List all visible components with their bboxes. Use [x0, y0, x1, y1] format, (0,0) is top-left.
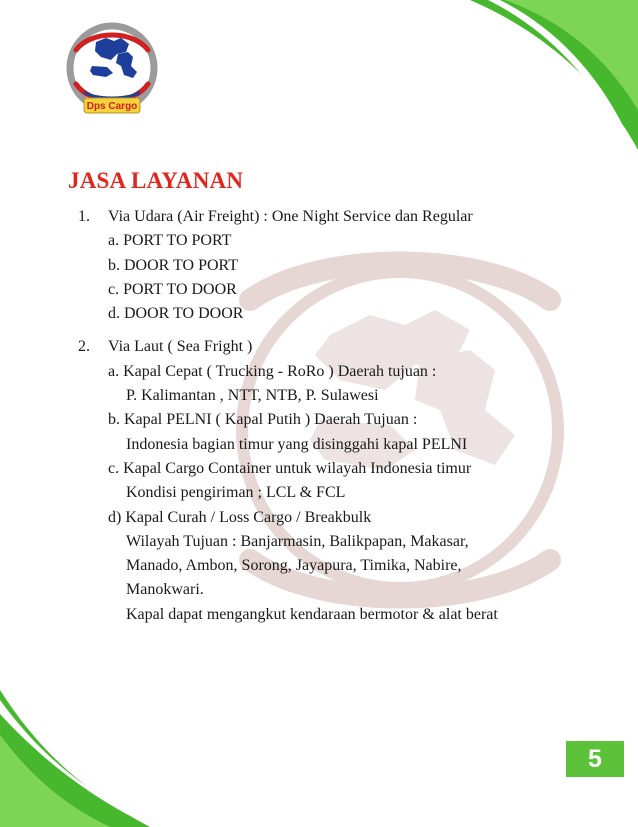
sub-item — [108, 229, 618, 253]
sub-item — [108, 254, 618, 278]
item-number: 1. — [78, 208, 90, 225]
sub-item — [108, 278, 618, 302]
company-logo — [66, 20, 158, 120]
sub-item-label: b. DOOR TO PORT — [108, 256, 239, 274]
sub-item-detail: Wilayah Tujuan : Banjarmasin, Balikpapan, Makasar, — [126, 532, 469, 550]
page-title: JASA LAYANAN — [68, 168, 244, 193]
sub-item-detail: Kapal dapat mengangkut kendaraan bermotor & alat berat — [126, 605, 498, 623]
service-item — [78, 205, 618, 326]
sub-item-label: a. Kapal Cepat ( Trucking - RoRo ) Daerah tujuan : — [108, 362, 437, 380]
service-item — [78, 335, 618, 627]
service-list — [78, 205, 618, 627]
item-title: Via Laut ( Sea Fright ) — [108, 338, 253, 356]
item-number: 2. — [78, 338, 90, 356]
sub-item-detail: P. Kalimantan , NTT, NTB, P. Sulawesi — [126, 387, 379, 405]
sub-item-label: d) Kapal Curah / Loss Cargo / Breakbulk — [108, 508, 372, 526]
sub-item — [108, 408, 618, 457]
sub-item — [108, 457, 618, 506]
sub-item-label: c. PORT TO DOOR — [108, 280, 237, 298]
sub-item-label: c. Kapal Cargo Container untuk wilayah Indonesia timur — [108, 459, 472, 477]
sub-item-detail: Manado, Ambon, Sorong, Jayapura, Timika, Nabire, — [126, 557, 462, 575]
sub-item-detail: Indonesia bagian timur yang disinggahi kapal PELNI — [126, 435, 468, 453]
sub-item — [108, 360, 618, 409]
corner-swoosh-top-right — [470, 0, 638, 172]
sub-item-label: d. DOOR TO DOOR — [108, 305, 244, 323]
item-title: Via Udara (Air Freight) : One Night Service dan Regular — [108, 208, 473, 225]
sub-item-label: b. Kapal PELNI ( Kapal Putih ) Daerah Tujuan : — [108, 411, 418, 429]
sub-item — [108, 302, 618, 326]
sub-item-detail: Kondisi pengiriman ; LCL & FCL — [126, 484, 346, 502]
logo-text: Dps Cargo — [86, 101, 138, 112]
corner-swoosh-bottom-left — [0, 690, 165, 827]
sub-item-detail: Manokwari. — [126, 581, 204, 599]
sub-item-label: a. PORT TO PORT — [108, 232, 232, 250]
sub-item — [108, 506, 618, 627]
page-number-badge: 5 — [566, 741, 624, 777]
